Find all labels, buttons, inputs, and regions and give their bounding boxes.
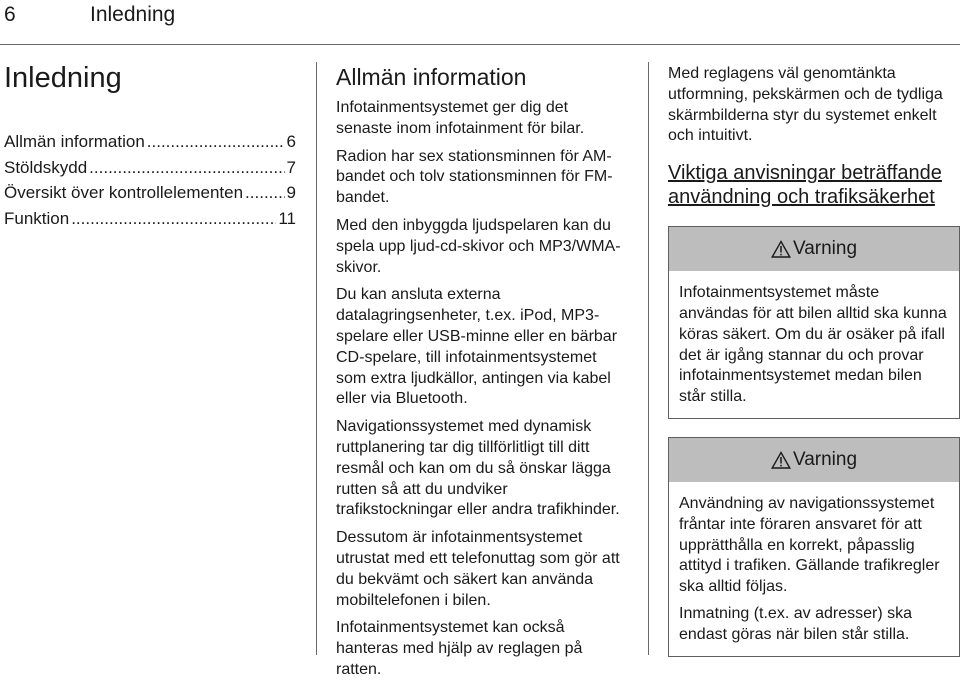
toc-item-label: Översikt över kontrollelementen [4,183,244,202]
warning-text: Inmatning (t.ex. av adresser) ska endast göras när bilen står stilla. [679,604,912,643]
body-paragraph: Navigationssystemet med dynamisk ruttplanering tar dig tillförlitligt till ditt resmål och kan om du så önskar lägga rutten så att du undviker trafikstockningar eller andra trafikhinder. [336,418,620,519]
safety-heading: Viktiga anvisningar beträffande användning och trafiksäkerhet [668,162,942,209]
toc-item-page: 9 [286,183,296,202]
body-paragraph: Radion har sex stationsminnen för AM-bandet och tolv stationsminnen för FM-bandet. [336,147,613,207]
toc-item-label: Allmän information [4,132,145,151]
body-paragraph: Med den inbyggda ljudspelaren kan du spela upp ljud-cd-skivor och MP3/WMA-skivor. [336,216,621,276]
toc-item-page: 7 [286,157,296,177]
warning-title: Varning [792,448,858,470]
section-title: Allmän information [336,64,527,90]
body-paragraph: Infotainmentsystemet ger dig det senaste inom infotainment för bilar. [336,99,585,137]
table-of-contents [4,62,296,231]
warning-body [669,271,959,418]
column-divider-left [316,62,317,655]
intro-paragraph: Med reglagens väl genomtänkta utformning, pekskärmen och de tydliga skärmbilderna styr du systemet enkelt och intuitivt. [668,65,943,145]
toc-leader-dots [89,155,284,181]
warning-title: Varning [792,238,858,260]
toc-leader-dots [71,206,276,232]
warning-box [668,226,960,419]
toc-item-page: 11 [278,208,296,228]
warning-body [669,482,959,656]
page-header [0,0,960,44]
body-paragraph: Du kan ansluta externa datalagringsenheter, t.ex. iPod, MP3-spelare eller USB-minne eller en bärbar CD-spelare, till infotainmentsystemet som extra ljudkällor, antingen via kabel eller via Bluetooth. [336,286,618,408]
warning-header [669,227,959,271]
warning-triangle-icon [771,240,791,258]
body-paragraph: Infotainmentsystemet kan också hanteras med hjälp av reglagen på ratten. [336,619,583,678]
warning-box [668,437,960,657]
toc-leader-dots [147,129,285,155]
toc-item-label: Funktion [4,208,70,228]
column-divider-right [648,62,649,655]
warning-triangle-icon [771,451,791,469]
toc-leader-dots [245,180,284,206]
toc-item-label: Stöldskydd [4,157,88,177]
toc-item[interactable] [4,206,296,232]
toc-item-page: 6 [286,132,296,151]
general-information-section [336,64,628,688]
warning-text: Användning av navigationssystemet fråntar inte föraren ansvaret för att upprätthålla en korrekt, påpasslig attityd i trafiken. Gällande trafikregler ska alltid följas. [679,494,940,596]
body-paragraph: Dessutom är infotainmentsystemet utrustat med ett telefonuttag som gör att du bekvämt och säkert kan använda mobiltelefonen i bilen. [336,529,620,609]
toc-list [4,129,296,231]
toc-item[interactable] [4,129,296,155]
toc-item[interactable] [4,180,296,206]
running-header-title: Inledning [90,3,176,26]
warning-header [669,438,959,482]
header-divider [0,44,960,45]
toc-item[interactable] [4,155,296,181]
page-number: 6 [4,3,16,26]
warning-text: Infotainmentsystemet måste användas för att bilen alltid ska kunna köras säkert. Om du är osäker på ifall det är igång stannar du och provar infotainmentsystemet medan bilen står stilla. [679,284,947,406]
chapter-title: Inledning [4,62,122,94]
safety-section [668,64,960,675]
